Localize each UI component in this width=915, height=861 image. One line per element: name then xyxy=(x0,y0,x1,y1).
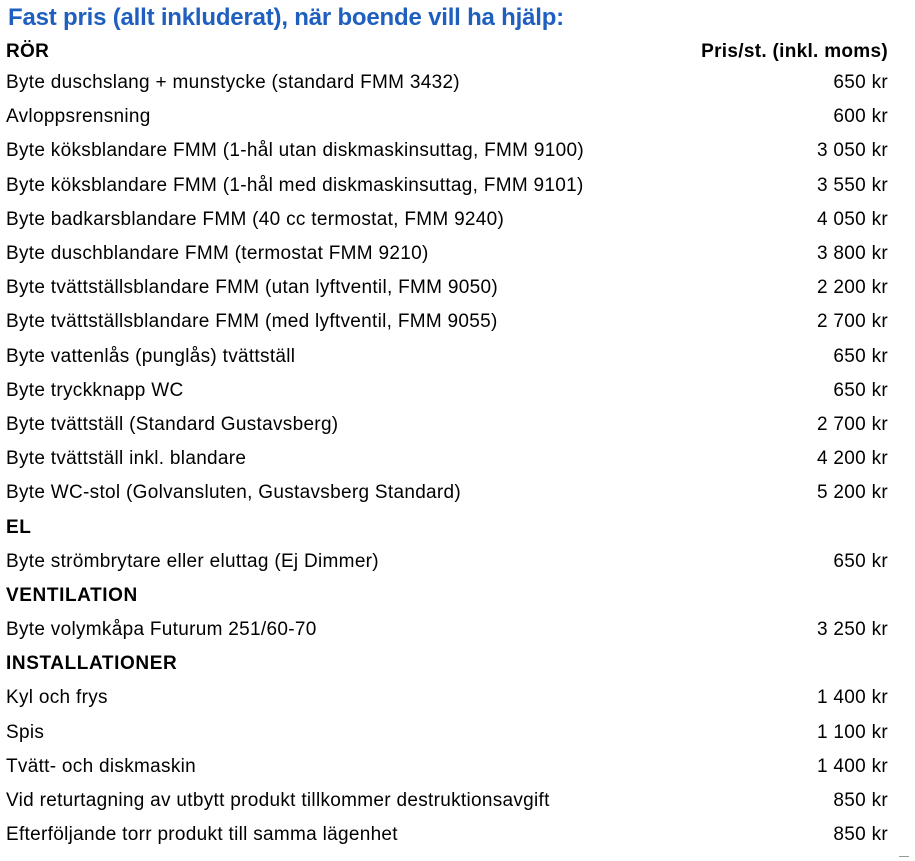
price-row xyxy=(6,134,890,168)
section-heading-el xyxy=(6,510,890,544)
item-description: Byte tryckknapp WC xyxy=(6,379,184,401)
item-price: 650 kr xyxy=(833,550,888,572)
price-row xyxy=(6,374,890,408)
price-row xyxy=(6,716,890,750)
price-row xyxy=(6,169,890,203)
item-price: 4 200 kr xyxy=(816,448,888,470)
item-description: Byte köksblandare FMM (1-hål med diskmaskinsuttag, FMM 9101) xyxy=(6,174,584,196)
item-price: 650 kr xyxy=(833,345,888,367)
price-row xyxy=(6,545,890,579)
item-price: 1 400 kr xyxy=(816,687,888,709)
item-price: 650 kr xyxy=(833,72,888,94)
item-description: Byte tvättställsblandare FMM (med lyftventil, FMM 9055) xyxy=(6,311,498,333)
item-description: Byte duschslang + munstycke (standard FMM 3432) xyxy=(6,72,460,94)
price-column-heading: Pris/st. (inkl. moms) xyxy=(701,41,888,62)
item-price: 1 100 kr xyxy=(816,721,888,743)
price-row xyxy=(6,237,890,271)
item-description: Byte köksblandare FMM (1-hål utan diskmaskinsuttag, FMM 9100) xyxy=(6,140,584,162)
item-description: Avloppsrensning xyxy=(6,106,151,128)
item-price: 3 050 kr xyxy=(816,140,888,162)
section-title: VENTILATION xyxy=(6,584,138,606)
item-description: Kyl och frys xyxy=(6,687,108,709)
item-description: Efterföljande torr produkt till samma lägenhet xyxy=(6,824,398,846)
item-price: 1 400 kr xyxy=(816,755,888,777)
section-heading-ventilation xyxy=(6,579,890,613)
item-description: Byte WC-stol (Golvansluten, Gustavsberg Standard) xyxy=(6,482,462,504)
item-description: Vid returtagning av utbytt produkt tillkommer destruktionsavgift xyxy=(6,790,550,812)
item-price: 3 550 kr xyxy=(816,174,888,196)
item-description: Byte badkarsblandare FMM (40 cc termostat, FMM 9240) xyxy=(6,208,505,230)
price-table xyxy=(6,38,890,852)
price-row xyxy=(6,66,890,100)
price-row xyxy=(6,613,890,647)
price-row xyxy=(6,784,890,818)
item-description: Byte volymkåpa Futurum 251/60-70 xyxy=(6,619,317,641)
item-description: Byte tvättställ inkl. blandare xyxy=(6,448,247,470)
section-title: EL xyxy=(6,516,32,538)
item-price: 3 800 kr xyxy=(816,243,888,265)
corner-mark xyxy=(899,856,909,857)
price-row xyxy=(6,271,890,305)
page-title: Fast pris (allt inkluderat), när boende vill ha hjälp: xyxy=(8,4,564,31)
item-price: 2 200 kr xyxy=(816,277,888,299)
item-description: Tvätt- och diskmaskin xyxy=(6,755,197,777)
price-row xyxy=(6,408,890,442)
price-row xyxy=(6,305,890,339)
item-description: Byte strömbrytare eller eluttag (Ej Dimmer) xyxy=(6,550,379,572)
item-price: 650 kr xyxy=(833,379,888,401)
price-row xyxy=(6,203,890,237)
item-price: 2 700 kr xyxy=(816,311,888,333)
price-row xyxy=(6,750,890,784)
item-price: 600 kr xyxy=(833,106,888,128)
section-heading-installationer xyxy=(6,647,890,681)
item-price: 2 700 kr xyxy=(816,413,888,435)
price-row xyxy=(6,818,890,852)
item-description: Byte vattenlås (punglås) tvättställ xyxy=(6,345,296,367)
item-description: Spis xyxy=(6,721,45,743)
price-row xyxy=(6,340,890,374)
item-price: 850 kr xyxy=(833,790,888,812)
price-row xyxy=(6,476,890,510)
item-description: Byte tvättställ (Standard Gustavsberg) xyxy=(6,413,339,435)
item-description: Byte tvättställsblandare FMM (utan lyftventil, FMM 9050) xyxy=(6,277,498,299)
item-price: 5 200 kr xyxy=(816,482,888,504)
price-row xyxy=(6,681,890,715)
item-price: 4 050 kr xyxy=(816,208,888,230)
item-price: 3 250 kr xyxy=(816,619,888,641)
price-row xyxy=(6,100,890,134)
section-title: INSTALLATIONER xyxy=(6,653,178,675)
section-heading-ror: RÖR xyxy=(6,41,50,62)
table-header xyxy=(6,38,890,66)
price-row xyxy=(6,442,890,476)
item-price: 850 kr xyxy=(833,824,888,846)
item-description: Byte duschblandare FMM (termostat FMM 9210) xyxy=(6,243,429,265)
